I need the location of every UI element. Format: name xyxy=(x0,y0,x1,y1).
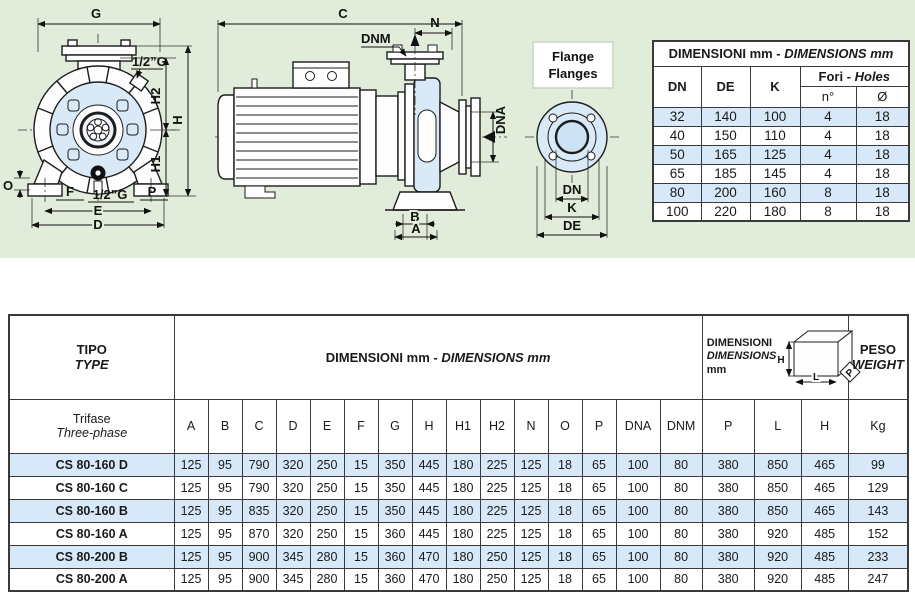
dim-cell: 180 xyxy=(446,545,480,568)
col-header-b: B xyxy=(208,399,242,453)
de-cell: 220 xyxy=(701,202,750,221)
dim-cell: 250 xyxy=(310,522,344,545)
table-row xyxy=(9,476,908,499)
dim-label-b: B xyxy=(410,209,420,224)
dim-label-g: G xyxy=(90,6,102,21)
dim-cell: 80 xyxy=(660,453,702,476)
pump-type-cell: CS 80-160 C xyxy=(9,476,174,499)
dim-cell: 15 xyxy=(344,568,378,591)
dim-cell: 225 xyxy=(480,499,514,522)
k-cell: 125 xyxy=(750,145,800,164)
dim-cell: 95 xyxy=(208,499,242,522)
holes-diam-cell: 18 xyxy=(856,107,909,126)
dim-cell: 250 xyxy=(480,568,514,591)
dim-cell: 95 xyxy=(208,522,242,545)
holes-diam-cell: 18 xyxy=(856,183,909,202)
de-cell: 150 xyxy=(701,126,750,145)
col-header-dnm: DNM xyxy=(660,399,702,453)
dim-cell: 80 xyxy=(660,522,702,545)
dim-cell: 18 xyxy=(548,545,582,568)
dim-cell: 225 xyxy=(480,453,514,476)
pump-front-view-drawing xyxy=(0,0,215,258)
dim-cell: 485 xyxy=(801,568,848,591)
dim-cell: 320 xyxy=(276,499,310,522)
box-dim-l-label: L xyxy=(813,372,820,384)
dim-label-half-g-bottom: 1/2”G xyxy=(92,187,128,202)
table-row xyxy=(653,183,909,202)
dim-cell: 360 xyxy=(378,522,412,545)
dim-cell: 180 xyxy=(446,568,480,591)
holes-count-cell: 4 xyxy=(800,145,856,164)
col-header-h1: H1 xyxy=(446,399,480,453)
dim-cell: 15 xyxy=(344,522,378,545)
trifase-label-en: Three-phase xyxy=(56,426,128,440)
dn-cell: 100 xyxy=(653,202,701,221)
holes-count-cell: 8 xyxy=(800,202,856,221)
col-header-box-h: H xyxy=(801,399,848,453)
dn-cell: 32 xyxy=(653,107,701,126)
holes-diam-cell: 18 xyxy=(856,202,909,221)
dim-cell: 790 xyxy=(242,453,276,476)
dim-cell: 125 xyxy=(514,568,548,591)
weight-cell: 152 xyxy=(848,522,908,545)
trifase-label-it: Trifase xyxy=(72,412,111,426)
holes-count-cell: 4 xyxy=(800,164,856,183)
table-row xyxy=(653,126,909,145)
dim-cell: 345 xyxy=(276,545,310,568)
holes-diam-cell: 18 xyxy=(856,164,909,183)
dim-cell: 920 xyxy=(754,522,801,545)
table-row xyxy=(653,164,909,183)
pump-side-view-drawing xyxy=(215,0,510,258)
dim-label-o: O xyxy=(2,178,14,193)
tipo-label-it: TIPO xyxy=(76,342,107,358)
k-cell: 145 xyxy=(750,164,800,183)
dim-cell: 180 xyxy=(446,453,480,476)
dim-cell: 380 xyxy=(702,499,754,522)
holes-diam-cell: 18 xyxy=(856,145,909,164)
dim-cell: 870 xyxy=(242,522,276,545)
dim-cell: 360 xyxy=(378,568,412,591)
dim-cell: 280 xyxy=(310,545,344,568)
de-cell: 165 xyxy=(701,145,750,164)
dim-cell: 95 xyxy=(208,568,242,591)
table-row xyxy=(653,145,909,164)
col-header-de: DE xyxy=(701,66,750,107)
dim-cell: 320 xyxy=(276,453,310,476)
table-row xyxy=(9,545,908,568)
dim-cell: 360 xyxy=(378,545,412,568)
dim-cell: 445 xyxy=(412,453,446,476)
dim-cell: 15 xyxy=(344,453,378,476)
dim-cell: 465 xyxy=(801,453,848,476)
dim-label-h: H xyxy=(170,115,185,125)
overall-dim-label-it: DIMENSIONI xyxy=(706,336,773,349)
col-header-f: F xyxy=(344,399,378,453)
flange-detail-drawing xyxy=(505,28,655,258)
dim-cell: 850 xyxy=(754,476,801,499)
dim-cell: 345 xyxy=(276,568,310,591)
dim-cell: 380 xyxy=(702,568,754,591)
pump-type-cell: CS 80-160 B xyxy=(9,499,174,522)
side-view-geometry xyxy=(215,28,507,210)
weight-cell: 129 xyxy=(848,476,908,499)
de-cell: 200 xyxy=(701,183,750,202)
col-header-box-l: L xyxy=(754,399,801,453)
dim-cell: 95 xyxy=(208,476,242,499)
col-header-k: K xyxy=(750,66,800,107)
dim-cell: 280 xyxy=(310,568,344,591)
dim-cell: 65 xyxy=(582,499,616,522)
dn-cell: 50 xyxy=(653,145,701,164)
dim-cell: 180 xyxy=(446,499,480,522)
dim-cell: 470 xyxy=(412,568,446,591)
overall-dim-label-en: DIMENSIONS xyxy=(706,350,777,363)
weight-cell: 247 xyxy=(848,568,908,591)
dim-label-e: E xyxy=(93,203,103,218)
dim-cell: 65 xyxy=(582,476,616,499)
pump-type-cell: CS 80-160 D xyxy=(9,453,174,476)
col-header-h: H xyxy=(412,399,446,453)
dim-cell: 125 xyxy=(174,522,208,545)
col-header-dn: DN xyxy=(653,66,701,107)
dim-cell: 470 xyxy=(412,545,446,568)
dim-cell: 445 xyxy=(412,476,446,499)
flange-table-title-en: DIMENSIONS mm xyxy=(784,46,894,62)
flange-table-title xyxy=(653,41,909,66)
dim-cell: 100 xyxy=(616,568,660,591)
col-header-holes-diameter: Ø xyxy=(856,86,909,107)
dim-cell: 835 xyxy=(242,499,276,522)
weight-cell: 143 xyxy=(848,499,908,522)
dim-cell: 95 xyxy=(208,545,242,568)
tipo-header xyxy=(9,315,174,399)
pump-type-cell: CS 80-200 B xyxy=(9,545,174,568)
dim-cell: 445 xyxy=(412,499,446,522)
dim-cell: 125 xyxy=(514,545,548,568)
holes-count-cell: 4 xyxy=(800,107,856,126)
peso-label-en: WEIGHT xyxy=(851,357,904,373)
dim-cell: 320 xyxy=(276,476,310,499)
dim-label-dnm: DNM xyxy=(361,31,391,46)
dim-cell: 65 xyxy=(582,568,616,591)
dim-label-f: F xyxy=(66,184,74,199)
dim-cell: 125 xyxy=(174,499,208,522)
col-header-d: D xyxy=(276,399,310,453)
dim-cell: 125 xyxy=(174,545,208,568)
dim-cell: 350 xyxy=(378,499,412,522)
dim-cell: 80 xyxy=(660,545,702,568)
box-dim-p-label: P xyxy=(844,367,857,380)
dim-cell: 100 xyxy=(616,476,660,499)
dim-label-p: P xyxy=(147,184,157,199)
dn-cell: 65 xyxy=(653,164,701,183)
dim-label-n: N xyxy=(430,15,440,30)
weight-cell: 99 xyxy=(848,453,908,476)
col-header-g: G xyxy=(378,399,412,453)
dn-cell: 40 xyxy=(653,126,701,145)
dim-label-half-g-top: 1/2”G xyxy=(132,54,167,69)
flange-label-line2: Flanges xyxy=(548,66,598,81)
dim-cell: 380 xyxy=(702,522,754,545)
k-cell: 160 xyxy=(750,183,800,202)
dim-cell: 15 xyxy=(344,499,378,522)
dim-label-k: K xyxy=(567,200,577,215)
dim-cell: 485 xyxy=(801,545,848,568)
dim-cell: 125 xyxy=(514,499,548,522)
flange-label-line1: Flange xyxy=(552,49,594,64)
dim-cell: 920 xyxy=(754,568,801,591)
holes-count-cell: 8 xyxy=(800,183,856,202)
pump-type-cell: CS 80-200 A xyxy=(9,568,174,591)
table-row xyxy=(9,568,908,591)
dim-label-dn: DN xyxy=(562,182,582,197)
weight-cell: 233 xyxy=(848,545,908,568)
dim-cell: 65 xyxy=(582,522,616,545)
dim-label-h1: H1 xyxy=(148,155,163,173)
dim-cell: 850 xyxy=(754,499,801,522)
dim-cell: 18 xyxy=(548,568,582,591)
dim-cell: 65 xyxy=(582,545,616,568)
col-header-box-p: P xyxy=(702,399,754,453)
dim-cell: 80 xyxy=(660,499,702,522)
dim-cell: 100 xyxy=(616,522,660,545)
dim-label-d: D xyxy=(93,217,103,232)
dim-cell: 80 xyxy=(660,476,702,499)
col-header-e: E xyxy=(310,399,344,453)
tipo-label-en: TYPE xyxy=(74,357,109,373)
de-cell: 185 xyxy=(701,164,750,183)
dim-cell: 65 xyxy=(582,453,616,476)
table-row xyxy=(653,202,909,221)
dim-cell: 18 xyxy=(548,453,582,476)
pump-type-cell: CS 80-160 A xyxy=(9,522,174,545)
col-header-h2: H2 xyxy=(480,399,514,453)
dn-cell: 80 xyxy=(653,183,701,202)
col-header-o: O xyxy=(548,399,582,453)
dim-cell: 790 xyxy=(242,476,276,499)
peso-label-it: PESO xyxy=(859,342,896,358)
dim-cell: 18 xyxy=(548,476,582,499)
k-cell: 180 xyxy=(750,202,800,221)
dim-cell: 100 xyxy=(616,453,660,476)
dim-cell: 920 xyxy=(754,545,801,568)
dim-cell: 180 xyxy=(446,522,480,545)
dim-cell: 125 xyxy=(514,522,548,545)
table-row xyxy=(653,107,909,126)
dim-cell: 15 xyxy=(344,545,378,568)
dim-cell: 350 xyxy=(378,453,412,476)
k-cell: 110 xyxy=(750,126,800,145)
col-header-holes-count: n° xyxy=(800,86,856,107)
col-header-c: C xyxy=(242,399,276,453)
col-header-dna: DNA xyxy=(616,399,660,453)
col-header-p: P xyxy=(582,399,616,453)
dimensions-title-it: DIMENSIONI mm - xyxy=(325,349,442,365)
drawings-panel xyxy=(0,0,915,258)
dim-cell: 15 xyxy=(344,476,378,499)
dim-cell: 80 xyxy=(660,568,702,591)
col-header-a: A xyxy=(174,399,208,453)
dim-cell: 225 xyxy=(480,476,514,499)
dim-label-a: A xyxy=(411,221,421,236)
dim-label-de: DE xyxy=(562,218,582,233)
dimensions-title-en: DIMENSIONS mm xyxy=(441,349,551,365)
dim-cell: 18 xyxy=(548,499,582,522)
dim-cell: 465 xyxy=(801,499,848,522)
col-header-holes xyxy=(800,66,909,86)
dim-cell: 850 xyxy=(754,453,801,476)
holes-count-cell: 4 xyxy=(800,126,856,145)
dim-cell: 100 xyxy=(616,499,660,522)
overall-dim-unit: mm xyxy=(706,364,727,377)
dim-cell: 380 xyxy=(702,476,754,499)
dim-cell: 350 xyxy=(378,476,412,499)
dim-label-c: C xyxy=(338,6,348,21)
dim-cell: 180 xyxy=(446,476,480,499)
dim-cell: 250 xyxy=(310,476,344,499)
dim-cell: 485 xyxy=(801,522,848,545)
holes-label-en: Holes xyxy=(854,68,891,84)
col-header-kg: Kg xyxy=(848,399,908,453)
k-cell: 100 xyxy=(750,107,800,126)
dim-cell: 380 xyxy=(702,453,754,476)
dim-cell: 465 xyxy=(801,476,848,499)
dim-cell: 18 xyxy=(548,522,582,545)
dim-cell: 380 xyxy=(702,545,754,568)
holes-label-it: Fori - xyxy=(818,68,855,84)
flange-table-title-it: DIMENSIONI mm - xyxy=(668,46,785,62)
flange-label-box xyxy=(533,42,613,88)
dim-cell: 250 xyxy=(310,499,344,522)
dim-cell: 125 xyxy=(514,453,548,476)
col-header-n: N xyxy=(514,399,548,453)
overall-dimensions-header xyxy=(702,315,857,399)
table-row xyxy=(9,522,908,545)
de-cell: 140 xyxy=(701,107,750,126)
table-row xyxy=(9,499,908,522)
dim-cell: 900 xyxy=(242,545,276,568)
dimensions-header xyxy=(174,315,702,399)
flange-dimensions-table xyxy=(652,40,910,222)
dim-cell: 125 xyxy=(174,476,208,499)
dim-cell: 900 xyxy=(242,568,276,591)
dim-cell: 125 xyxy=(174,568,208,591)
dim-cell: 125 xyxy=(174,453,208,476)
pump-dimensions-table xyxy=(8,314,909,592)
dim-label-dna: DNA xyxy=(493,105,508,135)
dim-cell: 250 xyxy=(310,453,344,476)
dim-label-h2: H2 xyxy=(148,87,163,105)
dim-cell: 320 xyxy=(276,522,310,545)
dim-cell: 125 xyxy=(514,476,548,499)
dim-cell: 225 xyxy=(480,522,514,545)
dim-cell: 445 xyxy=(412,522,446,545)
table-row xyxy=(9,453,908,476)
flange-geometry xyxy=(525,90,619,184)
trifase-header xyxy=(9,399,174,453)
dim-cell: 250 xyxy=(480,545,514,568)
dim-cell: 95 xyxy=(208,453,242,476)
box-dim-h-label: H xyxy=(777,355,785,367)
dim-cell: 100 xyxy=(616,545,660,568)
holes-diam-cell: 18 xyxy=(856,126,909,145)
